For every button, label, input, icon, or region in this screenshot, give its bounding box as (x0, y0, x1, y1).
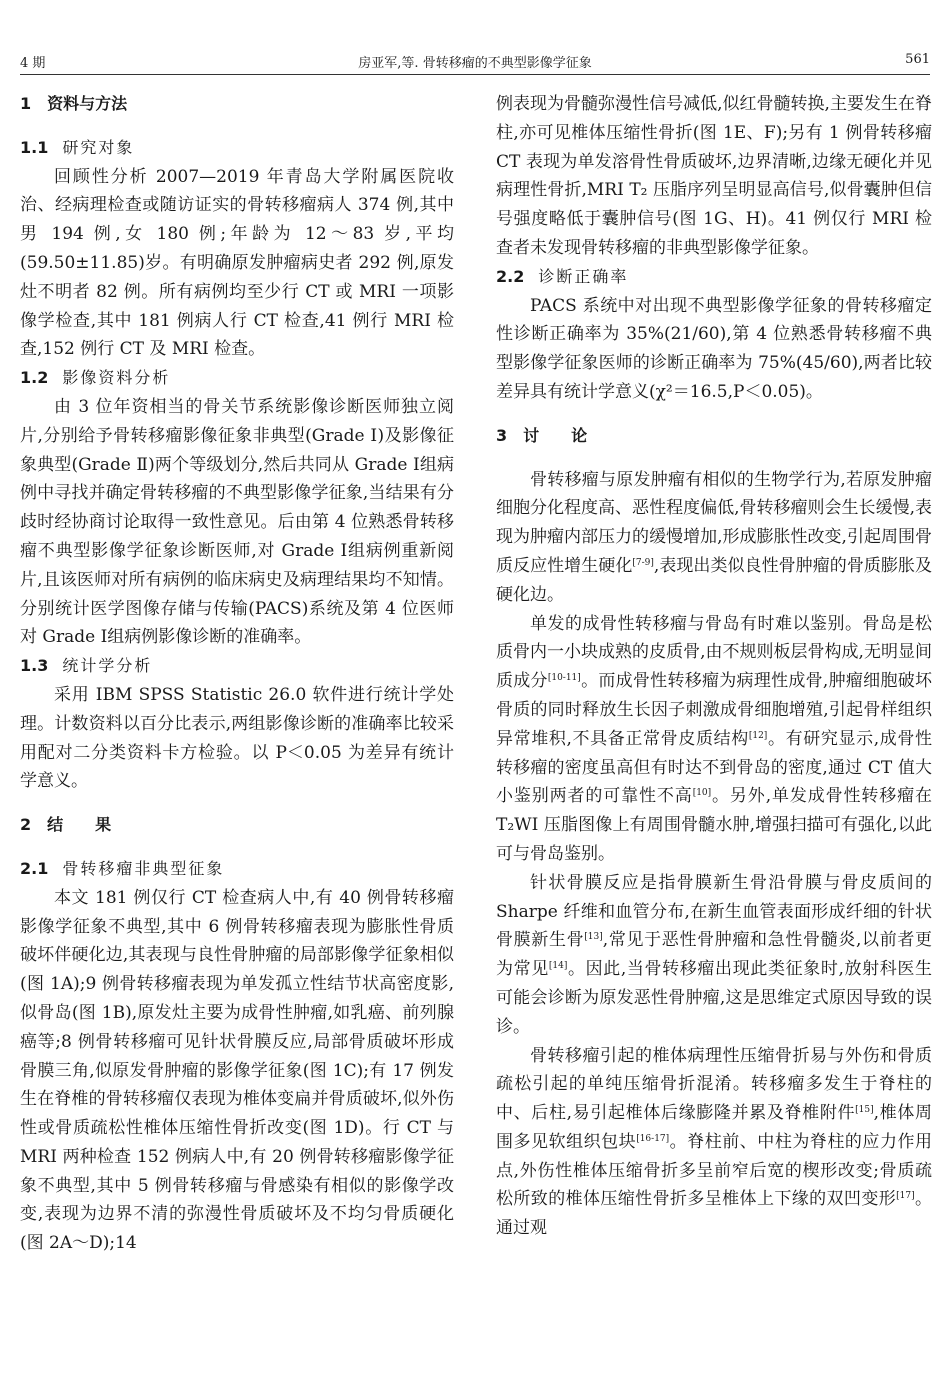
text-run: ,表现出类似良性骨肿瘤的骨质膨胀及硬化边。 (496, 555, 932, 605)
subsection-number: 1.2 (20, 368, 49, 388)
issue-number: 4 期 (20, 56, 46, 71)
paragraph-atypical-signs: 本文 181 例仅行 CT 检查病人中,有 40 例骨转移瘤影像学征象不典型,其中 6 例骨转移瘤表现为膨胀性骨质破坏伴硬化边,其表现与良性骨肿瘤的局部影像学征象相似(图 1A);9 例骨转移瘤表现为单发孤立性结节状高密度影,似骨岛(图 1B),原发灶主要为成骨性肿瘤,如乳癌、前列腺癌等;8 例骨转移瘤可见针状骨膜反应,局部骨质破坏形成骨膜三角,似原发骨肿瘤的影像学征象(图 1C);有 17 例发生在脊椎的骨转移瘤仅表现为椎体变扁并骨质破坏,似外伤性或骨质疏松性椎体压缩性骨折改变(图 1D)。行 CT 与 MRI 两种检查 152 例病人中,有 20 例骨转移瘤影像学征象不典型,其中 5 例骨转移瘤与骨感染有相似的影像学改变,表现为边界不清的弥漫性骨质破坏及不均匀骨质硬化(图 2A～D);14 (20, 887, 454, 1254)
running-title: 房亚军,等. 骨转移瘤的不典型影像学征象 (358, 56, 592, 71)
citation: [16-17] (636, 1133, 670, 1144)
text-run: 单发的成骨性转移瘤与骨岛有时难以鉴别。骨岛是松质骨内一小块成熟的皮质骨,由不规则板层骨构成,无明显间质成分 (496, 613, 932, 692)
citation: [14] (548, 961, 568, 972)
text-run: 。脊柱前、中柱为脊柱的应力作用点,外伤性椎体压缩骨折多呈前窄后宽的楔形改变;骨质疏松所致的椎体压缩性骨折多呈椎体上下缘的双凹变形 (496, 1131, 933, 1210)
paragraph-statistics: 采用 IBM SPSS Statistic 26.0 软件进行统计学处理。计数资料以百分比表示,两组影像诊断的准确率比较采用配对二分类资料卡方检验。以 P＜0.05 为差异有统计学意义。 (20, 684, 454, 792)
paragraph-discussion-2 (496, 610, 932, 869)
text-run: 。另外,单发成骨性转移瘤在 T₂WI 压脂图像上有周围骨髓水肿,增强扫描可有强化,以此可与骨岛鉴别。 (496, 786, 933, 864)
text-run: 骨转移瘤与原发肿瘤有相似的生物学行为,若原发肿瘤细胞分化程度高、恶性程度偏低,骨转移瘤则会生长缓慢,表现为肿瘤内部压力的缓慢增加,形成膨胀性改变,引起周围骨质反应性增生硬化 (496, 469, 932, 576)
citation: [10-11] (547, 673, 581, 684)
subsection-heading-atypical-signs (20, 855, 454, 884)
subsection-number: 1.1 (20, 137, 49, 157)
subsection-heading-accuracy (496, 263, 932, 292)
subsection-heading-statistics (20, 652, 454, 681)
running-header (20, 46, 930, 76)
text-run: 。有研究显示,成骨性转移瘤的密度虽高但有时达不到骨岛的密度,通过 CT 值大小鉴别两者的可靠性不高 (496, 728, 932, 807)
section-heading-methods: 1 资料与方法 (20, 94, 128, 113)
citation: [12] (748, 730, 768, 741)
text-run: 。通过观 (496, 1189, 933, 1239)
text-run: 。因此,当骨转移瘤出现此类征象时,放射科医生可能会诊断为原发恶性骨肿瘤,这是思维定式原因导致的误诊。 (496, 959, 933, 1037)
citation: [10] (692, 788, 712, 799)
subsection-number: 2.2 (496, 266, 525, 286)
subsection-number: 2.1 (20, 858, 49, 878)
paragraph-discussion-1 (496, 466, 932, 610)
subsection-heading-imaging-analysis (20, 364, 454, 393)
text-run: 针状骨膜反应是指骨膜新生骨沿骨膜与骨皮质间的 Sharpe 纤维和血管分布,在新生血管表面形成纤细的针状骨膜新生骨 (496, 872, 932, 951)
citation: [7-9] (632, 557, 654, 568)
subsection-heading-subjects (20, 134, 454, 163)
page-number: 561 (905, 52, 930, 67)
paragraph-imaging-analysis: 由 3 位年资相当的骨关节系统影像诊断医师独立阅片,分别给予骨转移瘤影像征象非典型(Grade Ⅰ)及影像征象典型(Grade Ⅱ)两个等级划分,然后共同从 Grade Ⅰ组病例中寻找并确定骨转移瘤的不典型影像学征象,当结果有分歧时经协商讨论取得一致性意见。后由第 4 位熟悉骨转移瘤不典型影像学征象诊断医师,对 Grade Ⅰ组病例重新阅片,且该医师对所有病例的临床病史及病理结果均不知情。分别统计医学图像存储与传输(PACS)系统及第 4 位医师对 Grade Ⅰ组病例影像诊断的准确率。 (20, 396, 454, 648)
right-column (496, 90, 932, 1243)
paragraph-atypical-signs-continued: 例表现为骨髓弥漫性信号减低,似红骨髓转换,主要发生在脊柱,亦可见椎体压缩性骨折(图 1E、F);另有 1 例骨转移瘤 CT 表现为单发溶骨性骨质破坏,边界清晰,边缘无硬化并见病理性骨折,MRI T₂ 压脂序列呈明显高信号,似骨囊肿但信号强度略低于囊肿信号(图 1G、H)。41 例仅行 MRI 检查者未发现骨转移瘤的非典型影像学征象。 (496, 94, 932, 258)
citation: [13] (584, 932, 603, 943)
paragraph-discussion-4 (496, 1042, 932, 1244)
text-run: ,椎体周围多见软组织包块 (496, 1103, 933, 1152)
subsection-title: 统计学分析 (62, 656, 153, 676)
subsection-title: 诊断正确率 (538, 266, 629, 286)
subsection-title: 骨转移瘤非典型征象 (62, 858, 225, 878)
subsection-number: 1.3 (20, 656, 49, 676)
citation: [15] (855, 1105, 874, 1116)
section-heading-discussion: 3 讨 论 (496, 425, 588, 445)
left-column (20, 90, 454, 1258)
paragraph-subjects: 回顾性分析 2007—2019 年青岛大学附属医院收治、经病理检查或随访证实的骨转移瘤病人 374 例,其中男 194 例,女 180 例;年龄为 12～83 岁,平均(59.50±11.85)岁。有明确原发肿瘤病史者 292 例,原发灶不明者 82 例。所有病例均至少行 CT 或 MRI 一项影像学检查,其中 181 例病人行 CT 检查,41 例行 MRI 检查,152 例行 CT 及 MRI 检查。 (20, 166, 454, 360)
section-heading-results: 2 结 果 (20, 815, 112, 835)
subsection-title: 影像资料分析 (62, 368, 171, 388)
text-run: 骨转移瘤引起的椎体病理性压缩骨折易与外伤和骨质疏松引起的单纯压缩骨折混淆。转移瘤多发生于脊柱的中、后柱,易引起椎体后缘膨隆并累及脊椎附件 (496, 1045, 932, 1124)
paragraph-accuracy: PACS 系统中对出现不典型影像学征象的骨转移瘤定性诊断正确率为 35%(21/60),第 4 位熟悉骨转移瘤不典型影像学征象医师的诊断正确率为 75%(45/60),两者比较差异具有统计学意义(χ²＝16.5,P＜0.05)。 (496, 295, 932, 402)
citation: [17] (896, 1191, 915, 1202)
paragraph-discussion-3 (496, 869, 932, 1042)
header-rule (20, 74, 930, 75)
text-run: ,常见于恶性骨肿瘤和急性骨髓炎,以前者更为常见 (496, 930, 933, 980)
subsection-title: 研究对象 (62, 137, 135, 157)
text-run: 。而成骨性转移瘤为病理性成骨,肿瘤细胞破坏骨质的同时释放生长因子刺激成骨细胞增殖,引起骨样组织异常堆积,不具备正常骨皮质结构 (496, 671, 932, 749)
